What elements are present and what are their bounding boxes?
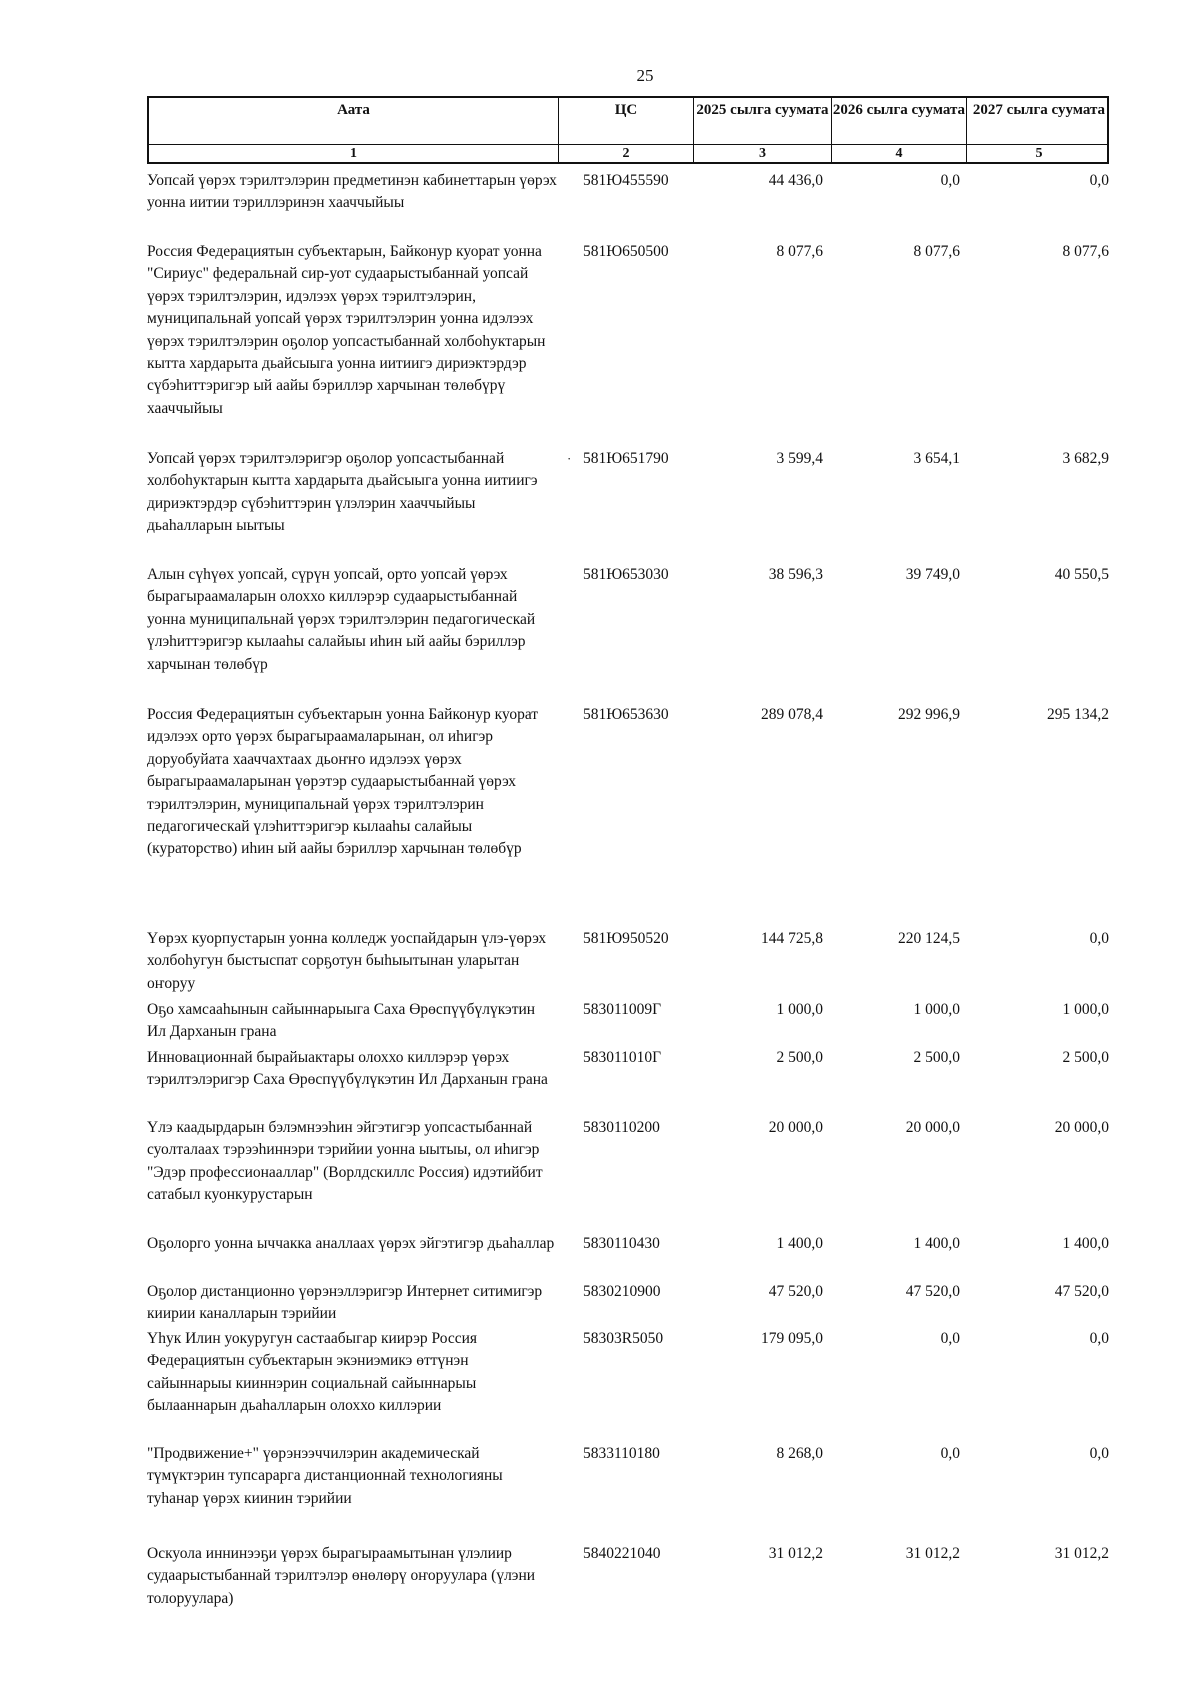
row-value-2025: 2 500,0 <box>776 1049 823 1066</box>
row-value-2026: 39 749,0 <box>905 566 960 583</box>
row-value-2027: 2 500,0 <box>1062 1049 1109 1066</box>
row-value-2027: 0,0 <box>1089 930 1109 947</box>
row-name: Оҕо хамсааһынын сайыннарыыга Саха Өрөспүүбүлүкэтин Ил Дарханын грана <box>147 1001 536 1041</box>
row-code: 581Ю455590 <box>583 172 669 189</box>
row-value-2026: 0,0 <box>940 172 960 189</box>
column-number: 5 <box>1035 146 1043 161</box>
row-value-2026: 220 124,5 <box>898 930 960 947</box>
budget-table <box>147 96 1109 164</box>
header-2026: 2026 сылга суумата <box>832 98 967 144</box>
row-value-2027: 3 682,9 <box>1062 450 1109 467</box>
row-value-2027: 40 550,5 <box>1054 566 1109 583</box>
row-value-2026: 1 400,0 <box>913 1235 960 1252</box>
column-number: 4 <box>832 145 967 162</box>
row-value-2025: 3 599,4 <box>776 450 823 467</box>
row-value-2025: 1 000,0 <box>776 1001 823 1018</box>
column-number: 2 <box>559 145 694 162</box>
row-code: 581Ю653030 <box>583 566 669 583</box>
row-value-2026: 2 500,0 <box>913 1049 960 1066</box>
column-number: 1 <box>149 145 559 162</box>
row-name: Россия Федерациятын субъектарын уонна Байконур куорат идэлээх орто үөрэх бырагыраамаларынан, ол иһигэр доруобуйата хааччахтаах дьоҥҥо идэлээх үөрэх бырагыраамаларынан үөрэтэр судаарыстыбаннай үөрэх тэрилтэлэрин, муниципальнай үөрэх тэрилтэлэрин педагогическай үлэһиттэригэр кылааһы салайыы (кураторство) иһин ый аайы бэриллэр харчынан төлөбүр <box>147 706 539 858</box>
row-name: Үөрэх куорпустарын уонна колледж уоспайдарын үлэ-үөрэх холбоһугун быстыспат сорҕотун быһыытынан уларытан оҥоруу <box>147 930 547 992</box>
row-name: Оскуола иннинээҕи үөрэх бырагыраамытынан үлэлиир судаарыстыбаннай тэрилтэлэр өнөлөрү оҥоруулара (үлэни толоруулара) <box>147 1545 536 1607</box>
header-2025: 2025 сылга суумата <box>694 98 832 144</box>
row-name: Уопсай үөрэх тэрилтэлэригэр оҕолор уопсастыбаннай холбоһуктарын кытта хардарыта дьайсыыга уонна иитиигэ дириэктэрдэр сүбэһиттэрин үлэлэрин хааччыйыы дьаһалларын ыытыы <box>147 450 538 535</box>
row-value-2025: 38 596,3 <box>768 566 823 583</box>
row-name: Үһук Илин уокуругун састаабыгар киирэр Россия Федерациятын субъектарын экэниэмикэ өттүнэн сайыннарыы кииннэрин социальнай сайыннарыы былааннарын дьаһалларын олоххо киллэрии <box>147 1330 478 1415</box>
row-value-2026: 0,0 <box>940 1445 960 1462</box>
row-code: 58303R5050 <box>583 1330 664 1347</box>
row-value-2027: 47 520,0 <box>1054 1283 1109 1300</box>
row-value-2026: 1 000,0 <box>913 1001 960 1018</box>
row-name: Уопсай үөрэх тэрилтэлэрин предметинэн кабинеттарын үөрэх уонна иитии тэриллэринэн хааччыйыы <box>147 172 557 212</box>
row-value-2027: 295 134,2 <box>1047 706 1109 723</box>
row-value-2027: 8 077,6 <box>1062 243 1109 260</box>
row-value-2026: 47 520,0 <box>905 1283 960 1300</box>
row-value-2027: 1 400,0 <box>1062 1235 1109 1252</box>
row-value-2026: 292 996,9 <box>898 706 960 723</box>
row-value-2026: 3 654,1 <box>913 450 960 467</box>
row-name: "Продвижение+" үөрэнээччилэрин академическай түмүктэрин тупсарарга дистанционнай технологияны туһанар үөрэх киинин тэрийии <box>147 1445 503 1507</box>
row-code: 581Ю950520 <box>583 930 669 947</box>
row-name: Оҕолор дистанционно үөрэнэллэригэр Интернет ситимигэр киирии каналларын тэрийии <box>147 1283 543 1323</box>
row-value-2025: 179 095,0 <box>761 1330 823 1347</box>
page-number: 25 <box>636 66 654 85</box>
row-value-2027: 31 012,2 <box>1054 1545 1109 1562</box>
row-value-2025: 144 725,8 <box>761 930 823 947</box>
row-value-2026: 31 012,2 <box>905 1545 960 1562</box>
row-value-2025: 8 077,6 <box>776 243 823 260</box>
row-code: 581Ю653630 <box>583 706 669 723</box>
row-code: 583011009Г <box>583 1001 662 1018</box>
row-name: Оҕолорго уонна ыччакка аналлаах үөрэх эйгэтигэр дьаһаллар <box>147 1235 555 1252</box>
header-2027: 2027 сылга суумата <box>972 102 1106 118</box>
row-value-2027: 0,0 <box>1089 172 1109 189</box>
row-value-2025: 1 400,0 <box>776 1235 823 1252</box>
row-code: 5840221040 <box>583 1545 661 1562</box>
row-value-2027: 0,0 <box>1089 1445 1109 1462</box>
row-value-2027: 20 000,0 <box>1054 1119 1109 1136</box>
column-number: 3 <box>694 145 832 162</box>
row-value-2026: 20 000,0 <box>905 1119 960 1136</box>
row-name: Инновационнай бырайыактары олоххо киллэрэр үөрэх тэрилтэлэригэр Саха Өрөспүүбүлүкэтин Ил Дарханын грана <box>147 1049 548 1089</box>
row-name: Үлэ каадырдарын бэлэмнээһин эйгэтигэр уопсастыбаннай суолталаах тэрээһиннэри тэрийии уонна ыытыы, ол иһигэр "Эдэр профессионааллар" (Ворлдскиллс Россия) идэтийбит сатабыл куонкурустарын <box>147 1119 543 1204</box>
header-code: ЦС <box>559 98 694 144</box>
row-code: 5830110430 <box>583 1235 660 1252</box>
row-value-2025: 289 078,4 <box>761 706 823 723</box>
row-code: 581Ю650500 <box>583 243 669 260</box>
header-name: Аата <box>149 98 559 144</box>
row-code: 583011010Г <box>583 1049 662 1066</box>
column-numbers <box>147 144 1109 164</box>
stray-mark-icon: · <box>567 451 572 466</box>
row-code: 581Ю651790 <box>583 450 669 467</box>
row-name: Алын сүһүөх уопсай, сүрүн уопсай, орто уопсай үөрэх бырагыраамаларын олоххо киллэрэр судаарыстыбаннай уонна муниципальнай үөрэх тэрилтэлэрин педагогическай үлэһиттэригэр кылааһы салайыы иһин ый аайы бэриллэр харчынан төлөбүр <box>147 566 536 673</box>
row-value-2026: 8 077,6 <box>913 243 960 260</box>
row-value-2027: 1 000,0 <box>1062 1001 1109 1018</box>
row-value-2025: 31 012,2 <box>768 1545 823 1562</box>
row-code: 5833110180 <box>583 1445 660 1462</box>
row-name: Россия Федерациятын субъектарын, Байконур куорат уонна "Сириус" федеральнай сир-уот судаарыстыбаннай уопсай үөрэх тэрилтэлэрин, идэлээх үөрэх тэрилтэлэрин, муниципальнай уопсай үөрэх тэрилтэлэрин уонна идэлээх үөрэх тэрилтэлэрин оҕолор уопсастыбаннай холбоһуктарын кытта хардарыта дьайсыыга уонна иитиигэ дириэктэрдэр сүбэһиттэригэр ый аайы бэриллэр харчынан төлөбүрү хааччыйыы <box>147 243 546 417</box>
row-value-2025: 20 000,0 <box>768 1119 823 1136</box>
row-value-2025: 8 268,0 <box>776 1445 823 1462</box>
row-value-2025: 44 436,0 <box>768 172 823 189</box>
row-value-2027: 0,0 <box>1089 1330 1109 1347</box>
row-value-2026: 0,0 <box>940 1330 960 1347</box>
row-code: 5830210900 <box>583 1283 661 1300</box>
row-code: 5830110200 <box>583 1119 660 1136</box>
row-value-2025: 47 520,0 <box>768 1283 823 1300</box>
table-header <box>147 96 1109 144</box>
